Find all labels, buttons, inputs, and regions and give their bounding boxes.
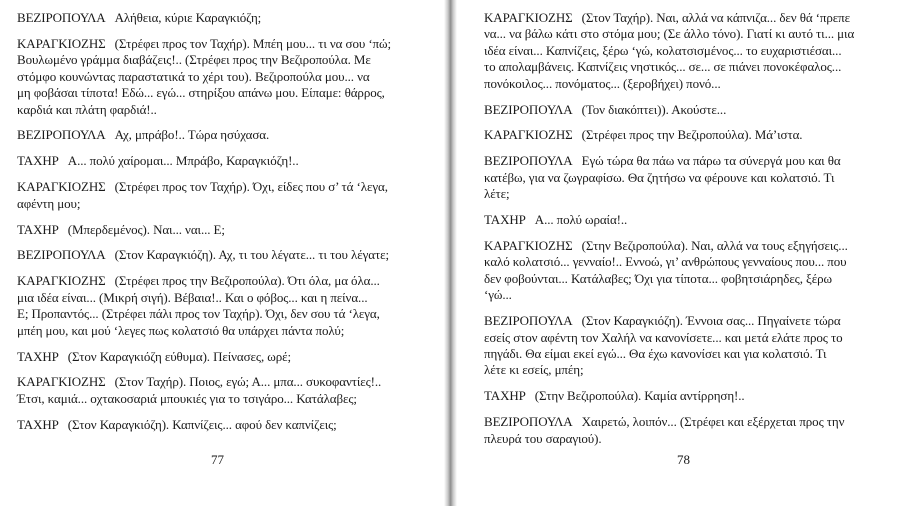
dialogue-text: πλευρά του σαραγιού). xyxy=(484,430,602,446)
dialogue-line xyxy=(484,186,893,202)
dialogue-line xyxy=(484,313,893,329)
dialogue-text: (Στην Βεζιροπούλα). Ναι, αλλά να τους εξηγήσεις... xyxy=(581,237,848,253)
speaker-name: ΚΑΡΑΓΚΙΟΖΗΣ xyxy=(17,179,106,195)
dialogue-line xyxy=(17,85,434,101)
dialogue-line xyxy=(484,10,893,26)
speaker-name: ΚΑΡΑΓΚΙΟΖΗΣ xyxy=(17,374,106,390)
dialogue-line xyxy=(17,52,434,68)
dialogue-text: ιδέα είναι... Καπνίζεις, ξέρω ‘γώ, κολατσισμένος... το ευχαριστιέσαι... xyxy=(484,42,842,58)
speaker-name: ΚΑΡΑΓΚΙΟΖΗΣ xyxy=(17,273,106,289)
dialogue-line xyxy=(17,290,434,306)
dialogue-line xyxy=(17,102,434,118)
dialogue-line xyxy=(17,69,434,85)
dialogue-paragraph xyxy=(484,127,893,143)
dialogue-paragraph xyxy=(484,414,893,447)
dialogue-text: το απολαμβάνεις. Καπνίζεις νηστικός... σε... σε πιάνει πονοκέφαλος... xyxy=(484,59,842,75)
book-gutter xyxy=(444,0,457,506)
dialogue-text: Βουλωμένο γράμμα διαβάζεις!.. (Στρέφει προς την Βεζιροπούλα. Με xyxy=(17,52,371,68)
page-left-text xyxy=(17,10,434,433)
dialogue-line xyxy=(484,59,893,75)
dialogue-paragraph xyxy=(17,247,434,263)
dialogue-line xyxy=(17,179,434,195)
dialogue-line xyxy=(484,414,893,430)
dialogue-paragraph xyxy=(17,273,434,339)
dialogue-paragraph xyxy=(17,179,434,212)
dialogue-line xyxy=(17,36,434,52)
speaker-name: ΒΕΖΙΡΟΠΟΥΛΑ xyxy=(17,127,106,143)
speaker-name: ΚΑΡΑΓΚΙΟΖΗΣ xyxy=(17,35,106,51)
dialogue-line xyxy=(484,153,893,169)
speaker-name: ΒΕΖΙΡΟΠΟΥΛΑ xyxy=(484,414,573,430)
speaker-name: ΚΑΡΑΓΚΙΟΖΗΣ xyxy=(484,10,573,25)
page-left xyxy=(0,0,444,506)
dialogue-text: Αχ, μπράβο!.. Τώρα ησύχασα. xyxy=(114,127,270,143)
dialogue-text: (Στον Καραγκιόζη). Έννοια σας... Πηγαίνετε τώρα xyxy=(581,313,841,329)
dialogue-text: (Στον Καραγκιόζη). Καπνίζεις... αφού δεν καπνίζεις; xyxy=(67,416,337,432)
speaker-name: ΒΕΖΙΡΟΠΟΥΛΑ xyxy=(484,101,573,117)
dialogue-line xyxy=(17,349,434,365)
dialogue-line xyxy=(17,247,434,263)
dialogue-text: (Στον Καραγκιόζη). Αχ, τι του λέγατε... τι του λέγατε; xyxy=(114,247,389,263)
dialogue-line xyxy=(17,374,434,390)
dialogue-text: μπέη μου, και μού ‘λεγες πως κολατσιό θα υπάρχει πάντα πολύ; xyxy=(17,322,345,338)
dialogue-line xyxy=(484,254,893,270)
dialogue-paragraph xyxy=(17,417,434,433)
dialogue-text: αφέντη μου; xyxy=(17,195,81,211)
dialogue-line xyxy=(17,222,434,238)
dialogue-line xyxy=(484,43,893,59)
dialogue-paragraph xyxy=(17,36,434,118)
dialogue-line xyxy=(484,238,893,254)
speaker-name: ΤΑΧΗΡ xyxy=(17,153,59,169)
dialogue-line xyxy=(484,346,893,362)
dialogue-line xyxy=(17,323,434,339)
dialogue-line xyxy=(17,306,434,322)
dialogue-text: καρδιά και πλάτη φαρδιά!.. xyxy=(17,101,157,117)
dialogue-line xyxy=(17,127,434,143)
dialogue-line xyxy=(17,391,434,407)
dialogue-line xyxy=(17,273,434,289)
dialogue-text: πονόκοιλος... πονόματος... (ξεροβήχει) πονό... xyxy=(484,75,721,91)
dialogue-line xyxy=(484,362,893,378)
dialogue-text: μη φοβάσαι τίποτα! Εδώ... εγώ... στηρίξου απάνω μου. Είπαμε: θάρρος, xyxy=(17,85,385,101)
speaker-name: ΚΑΡΑΓΚΙΟΖΗΣ xyxy=(484,237,573,253)
dialogue-text: λέτε κι εσείς, μπέη; xyxy=(484,362,584,378)
dialogue-line xyxy=(17,417,434,433)
dialogue-line xyxy=(484,76,893,92)
page-number-right: 78 xyxy=(677,452,690,467)
dialogue-text: καλό κολατσιό... γενναίο!.. Εννοώ, γι’ ανθρώπους γενναίους που... που xyxy=(484,254,847,270)
dialogue-text: Έτσι, καμιά... οχτακοσαριά μπουκιές για το τσιγάρο... Κατάλαβες; xyxy=(17,390,357,406)
dialogue-paragraph xyxy=(484,102,893,118)
dialogue-text: λέτε; xyxy=(484,186,510,202)
dialogue-text: Εγώ τώρα θα πάω να πάρω τα σύνεργά μου και θα xyxy=(581,153,841,169)
speaker-name: ΒΕΖΙΡΟΠΟΥΛΑ xyxy=(484,313,573,329)
dialogue-text: (Στρέφει προς τον Ταχήρ). Μπέη μου... τι να σου ‘πώ; xyxy=(114,35,391,51)
dialogue-paragraph xyxy=(484,388,893,404)
dialogue-paragraph xyxy=(484,212,893,228)
dialogue-line xyxy=(484,212,893,228)
dialogue-line xyxy=(484,102,893,118)
dialogue-text: (Στην Βεζιροπούλα). Καμία αντίρρηση!.. xyxy=(534,388,745,404)
dialogue-paragraph xyxy=(484,238,893,304)
dialogue-text: (Στον Ταχήρ). Ναι, αλλά να κάπνιζα... δεν θά ‘πρεπε xyxy=(581,10,850,25)
dialogue-line xyxy=(484,330,893,346)
dialogue-text: Χαιρετώ, λοιπόν... (Στρέφει και εξέρχεται προς την xyxy=(581,414,845,430)
dialogue-text: πηγάδι. Θα είμαι εκεί εγώ... Θα έχω κανονίσει και για κολατσιό. Τι xyxy=(484,345,827,361)
dialogue-paragraph xyxy=(484,313,893,379)
dialogue-text: κατέβω, για να ζωγραφίσω. Θα ζητήσω να φέρουνε και κολατσιό. Τι xyxy=(484,169,835,185)
dialogue-text: (Στον Ταχήρ). Ποιος, εγώ; Α... μπα... συκοφαντίες!.. xyxy=(114,374,382,390)
dialogue-paragraph xyxy=(17,153,434,169)
speaker-name: ΤΑΧΗΡ xyxy=(484,212,526,228)
dialogue-text: ‘γώ... xyxy=(484,287,512,303)
dialogue-text: Α... πολύ ωραία!.. xyxy=(534,212,628,228)
dialogue-text: (Στον Καραγκιόζη εύθυμα). Πείνασες, ωρέ; xyxy=(67,348,291,364)
dialogue-line xyxy=(484,26,893,42)
speaker-name: ΤΑΧΗΡ xyxy=(17,416,59,432)
dialogue-text: δεν φοβούνται... Κατάλαβες; Όχι για τίποτα... φοβητσιάρηδες, ξέρω xyxy=(484,270,832,286)
dialogue-paragraph xyxy=(17,374,434,407)
speaker-name: ΒΕΖΙΡΟΠΟΥΛΑ xyxy=(484,153,573,169)
dialogue-line xyxy=(484,170,893,186)
dialogue-text: (Στρέφει προς την Βεζιροπούλα). Μά’ιστα. xyxy=(581,127,803,143)
dialogue-line xyxy=(484,431,893,447)
dialogue-paragraph xyxy=(17,10,434,26)
dialogue-paragraph xyxy=(17,222,434,238)
page-number-left: 77 xyxy=(211,452,224,467)
dialogue-paragraph xyxy=(484,10,893,92)
dialogue-line xyxy=(17,153,434,169)
dialogue-line xyxy=(484,127,893,143)
dialogue-line xyxy=(17,10,434,26)
dialogue-text: (Στρέφει προς τον Ταχήρ). Όχι, είδες που σ’ τά ‘λεγα, xyxy=(114,179,388,195)
page-right xyxy=(457,0,901,506)
dialogue-text: (Μπερδεμένος). Ναι... ναι... Ε; xyxy=(67,221,225,237)
dialogue-text: Αλήθεια, κύριε Καραγκιόζη; xyxy=(114,10,262,25)
speaker-name: ΒΕΖΙΡΟΠΟΥΛΑ xyxy=(17,247,106,263)
speaker-name: ΤΑΧΗΡ xyxy=(17,221,59,237)
page-right-text xyxy=(484,10,893,447)
speaker-name: ΚΑΡΑΓΚΙΟΖΗΣ xyxy=(484,127,573,143)
dialogue-line xyxy=(484,271,893,287)
speaker-name: ΤΑΧΗΡ xyxy=(484,388,526,404)
dialogue-paragraph xyxy=(484,153,893,202)
dialogue-text: στόμφο κουνώντας παραστατικά το χέρι του). Βεζιροπούλα μου... να xyxy=(17,68,370,84)
dialogue-text: Α... πολύ χαίρομαι... Μπράβο, Καραγκιόζη!.. xyxy=(67,153,299,169)
dialogue-text: (Στρέφει προς την Βεζιροπούλα). Ότι όλα, μα όλα... xyxy=(114,273,380,289)
dialogue-text: μια ιδέα είναι... (Μικρή σιγή). Βέβαια!.. Και ο φόβος... και η πείνα... xyxy=(17,289,368,305)
speaker-name: ΤΑΧΗΡ xyxy=(17,348,59,364)
speaker-name: ΒΕΖΙΡΟΠΟΥΛΑ xyxy=(17,10,106,25)
dialogue-line xyxy=(484,287,893,303)
dialogue-text: εσείς στον αφέντη τον Χαλήλ να κανονίσετε... και μετά ελάτε προς το xyxy=(484,329,843,345)
dialogue-paragraph xyxy=(17,127,434,143)
dialogue-line xyxy=(484,388,893,404)
dialogue-text: να... να βάλω κάτι στο στόμα μου; (Σε άλλο τόνο). Γιατί κι αυτό τι... μια xyxy=(484,26,855,42)
dialogue-text: Ε; Προπαντός... (Στρέφει πάλι προς τον Ταχήρ). Όχι, δεν σου τά ‘λεγα, xyxy=(17,306,380,322)
dialogue-paragraph xyxy=(17,349,434,365)
dialogue-text: (Τον διακόπτει)). Ακούστε... xyxy=(581,101,727,117)
dialogue-line xyxy=(17,196,434,212)
